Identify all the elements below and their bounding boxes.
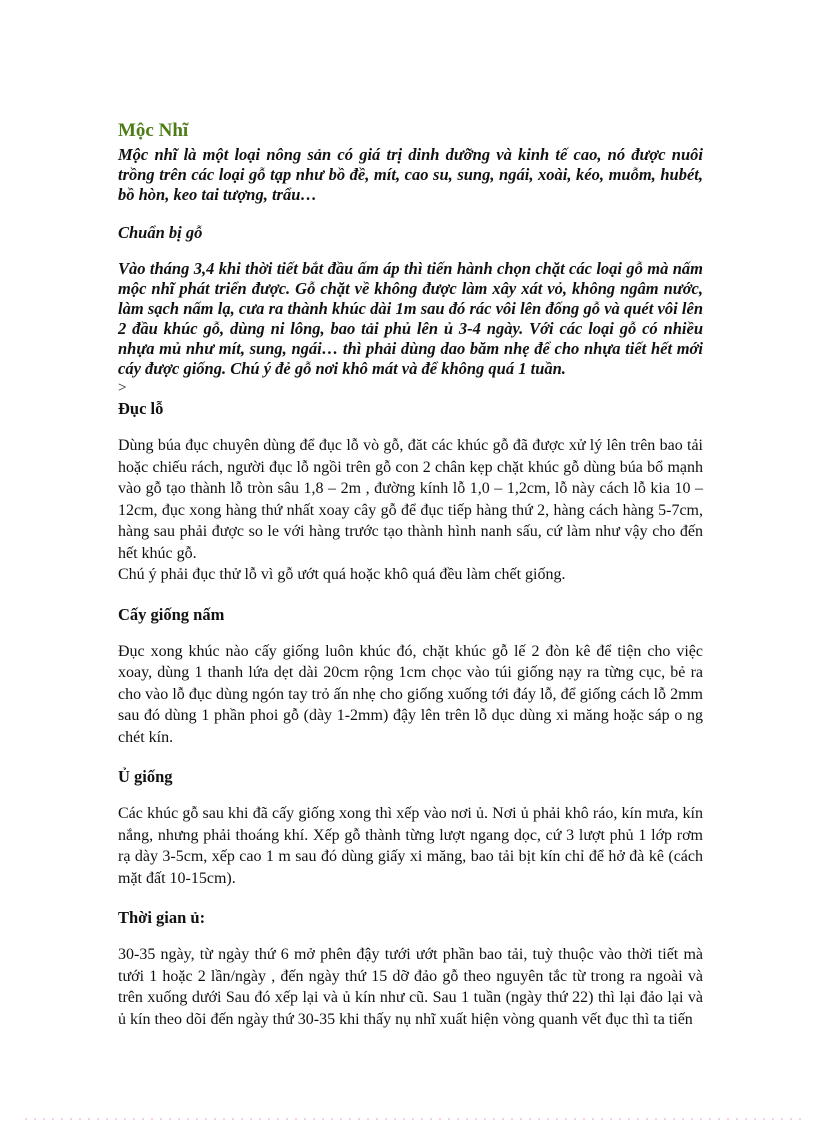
intro-paragraph: Mộc nhĩ là một loại nông sản có giá trị dinh dưỡng và kinh tế cao, nó được nuôi trồng trên các loại gỗ tạp như bồ đề, mít, cao su, sung, ngái, xoài, kéo, muỗm, hubét, bồ hòn, keo tai tượng, trẩu… <box>118 145 703 204</box>
section-paragraph-duc-lo: Dùng búa đục chuyên dùng để đục lỗ vò gỗ, đăt các khúc gỗ đã được xử lý lên trên bao tải hoặc chiếu rách, người đục lỗ ngồi trên gỗ con 2 chân kẹp chặt khúc gỗ dùng búa bổ mạnh vào gỗ tạo thành lỗ tròn sâu 1,8 – 2m , đường kính lỗ 1,0 – 1,2cm, lỗ này cách lỗ kia 10 – 12cm, đục xong hàng thứ nhất xoay cây gỗ để đục tiếp hàng thứ 2, hàng cách hàng 5-7cm, hàng sau phải được so le với hàng trước tạo thành hình nanh sấu, cứ làm như vậy cho đến hết khúc gỗ. <box>118 437 703 562</box>
stray-angle-bracket: > <box>118 380 127 396</box>
section-paragraph-cay-giong-nam: Đục xong khúc nào cấy giống luôn khúc đó, chặt khúc gỗ lế 2 đòn kê để tiện cho việc xoay, dùng 1 thanh lứa dẹt dài 20cm rộng 1cm chọc vào túi giống nạy ra từng cục, bẻ ra cho vào lỗ đục dùng ngón tay trỏ ấn nhẹ cho giống xuống tới đáy lỗ, để giống cách lỗ 2mm sau đó dùng 1 phần phoi gỗ (dày 1-2mm) đậy lên trên lỗ dục dùng xi măng hoặc sáp o ng chét kín. <box>118 642 703 746</box>
section-heading-u-giong: Ủ giống <box>118 767 173 786</box>
section-paragraph-thoi-gian-u: 30-35 ngày, từ ngày thứ 6 mở phên đậy tưới ướt phần bao tải, tuỳ thuộc vào thời tiết mà tưới 1 hoặc 2 lần/ngày , đến ngày thứ 15 dỡ đảo gỗ theo nguyên tắc từ trong ra ngoài và trên xuống dưới Sau đó xếp lại và ủ kín như cũ. Sau 1 tuần (ngày thứ 22) thì lại đảo lại và ủ kín theo dõi đến ngày thứ 30-35 khi thấy nụ nhĩ xuất hiện vòng quanh vết đục thì ta tiến <box>118 946 703 1028</box>
section-heading-chuan-bi-go: Chuẩn bị gỗ <box>118 223 203 242</box>
section-paragraph-u-giong: Các khúc gỗ sau khi đã cấy giống xong thì xếp vào nơi ủ. Nơi ủ phải khô ráo, kín mưa, kín nắng, nhưng phải thoáng khí. Xếp gỗ thành từng lượt ngang dọc, cứ 3 lượt phủ 1 lớp rơm rạ dày 3-5cm, xếp cao 1 m sau đó dùng giấy xi măng, bao tải bịt kín chỉ để hở đà kê (cách mặt đất 10-15cm). <box>118 805 703 887</box>
page-break-dotted-line <box>25 1118 806 1120</box>
section-heading-cay-giong-nam: Cấy giống nấm <box>118 604 225 624</box>
section-heading-duc-lo: Đục lỗ <box>118 399 164 418</box>
section-note-duc-lo: Chú ý phải đục thử lỗ vì gỗ ướt quá hoặc khô quá đều làm chết giống. <box>118 566 566 583</box>
document-content <box>118 0 703 1030</box>
section-paragraph-chuan-bi-go: Vào tháng 3,4 khi thời tiết bắt đầu ấm áp thì tiến hành chọn chặt các loại gỗ mà nấm mộc nhĩ phát triển được. Gỗ chặt về không được làm xây xát vỏ, không ngâm nước, làm sạch nấm lạ, cưa ra thành khúc dài 1m sau đó rác vôi lên đống gỗ và quét vôi lên 2 đầu khúc gỗ, dùng ni lông, bao tải phủ lên ủ 3-4 ngày. Với các loại gỗ có nhiều nhựa mủ như mít, sung, ngái… thì phải dùng dao băm nhẹ để cho nhựa tiết hết mới cáy được giống. Chú ý đẻ gỗ nơi khô mát và để không quá 1 tuần. <box>118 259 703 378</box>
page-title: Mộc Nhĩ <box>118 120 189 141</box>
section-heading-thoi-gian-u: Thời gian ủ: <box>118 908 206 927</box>
